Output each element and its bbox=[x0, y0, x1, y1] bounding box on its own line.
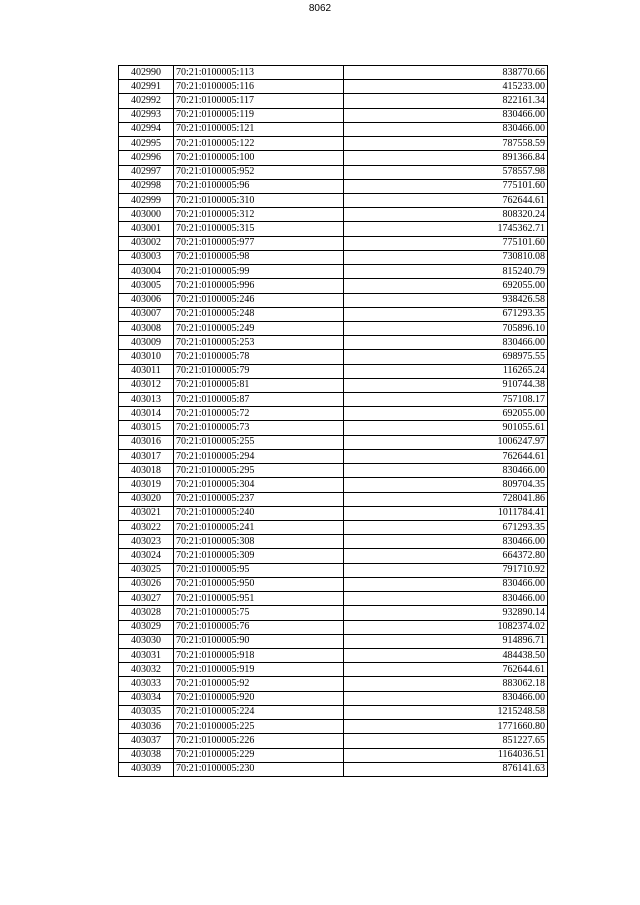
cadastral-value-cell: 830466.00 bbox=[344, 592, 548, 606]
cadastral-value-cell: 664372.80 bbox=[344, 549, 548, 563]
cadastral-value-cell: 762644.61 bbox=[344, 449, 548, 463]
row-number-cell: 402997 bbox=[119, 165, 174, 179]
cadastral-number-cell: 70:21:0100005:951 bbox=[174, 592, 344, 606]
cadastral-value-cell: 791710.92 bbox=[344, 563, 548, 577]
table-row bbox=[119, 378, 548, 392]
cadastral-number-cell: 70:21:0100005:116 bbox=[174, 80, 344, 94]
row-number-cell: 403021 bbox=[119, 506, 174, 520]
cadastral-number-cell: 70:21:0100005:241 bbox=[174, 521, 344, 535]
row-number-cell: 403035 bbox=[119, 705, 174, 719]
cadastral-value-cell: 775101.60 bbox=[344, 236, 548, 250]
table-row bbox=[119, 265, 548, 279]
table-row bbox=[119, 421, 548, 435]
table-row bbox=[119, 250, 548, 264]
cadastral-number-cell: 70:21:0100005:224 bbox=[174, 705, 344, 719]
cadastral-number-cell: 70:21:0100005:79 bbox=[174, 364, 344, 378]
cadastral-value-cell: 891366.84 bbox=[344, 151, 548, 165]
table-row bbox=[119, 293, 548, 307]
cadastral-number-cell: 70:21:0100005:92 bbox=[174, 677, 344, 691]
cadastral-value-cell: 671293.35 bbox=[344, 521, 548, 535]
cadastral-value-cell: 1215248.58 bbox=[344, 705, 548, 719]
cadastral-value-cell: 730810.08 bbox=[344, 250, 548, 264]
row-number-cell: 403033 bbox=[119, 677, 174, 691]
cadastral-value-cell: 822161.34 bbox=[344, 94, 548, 108]
cadastral-value-cell: 484438.50 bbox=[344, 648, 548, 662]
row-number-cell: 403007 bbox=[119, 307, 174, 321]
row-number-cell: 403015 bbox=[119, 421, 174, 435]
cadastral-number-cell: 70:21:0100005:73 bbox=[174, 421, 344, 435]
cadastral-number-cell: 70:21:0100005:230 bbox=[174, 762, 344, 776]
row-number-cell: 403036 bbox=[119, 720, 174, 734]
row-number-cell: 403009 bbox=[119, 336, 174, 350]
cadastral-value-cell: 1011784.41 bbox=[344, 506, 548, 520]
table-row bbox=[119, 193, 548, 207]
cadastral-number-cell: 70:21:0100005:950 bbox=[174, 577, 344, 591]
cadastral-number-cell: 70:21:0100005:100 bbox=[174, 151, 344, 165]
cadastral-number-cell: 70:21:0100005:226 bbox=[174, 734, 344, 748]
table-row bbox=[119, 66, 548, 80]
cadastral-number-cell: 70:21:0100005:253 bbox=[174, 336, 344, 350]
cadastral-number-cell: 70:21:0100005:977 bbox=[174, 236, 344, 250]
cadastral-number-cell: 70:21:0100005:240 bbox=[174, 506, 344, 520]
table-row bbox=[119, 435, 548, 449]
cadastral-value-cell: 876141.63 bbox=[344, 762, 548, 776]
row-number-cell: 403027 bbox=[119, 592, 174, 606]
table-row bbox=[119, 321, 548, 335]
cadastral-value-cell: 692055.00 bbox=[344, 407, 548, 421]
cadastral-number-cell: 70:21:0100005:81 bbox=[174, 378, 344, 392]
cadastral-number-cell: 70:21:0100005:248 bbox=[174, 307, 344, 321]
row-number-cell: 403018 bbox=[119, 464, 174, 478]
table-row bbox=[119, 108, 548, 122]
row-number-cell: 403038 bbox=[119, 748, 174, 762]
row-number-cell: 402993 bbox=[119, 108, 174, 122]
cadastral-number-cell: 70:21:0100005:87 bbox=[174, 393, 344, 407]
cadastral-value-cell: 932890.14 bbox=[344, 606, 548, 620]
table-row bbox=[119, 464, 548, 478]
page-number: 8062 bbox=[308, 3, 332, 14]
table-row bbox=[119, 137, 548, 151]
table-row bbox=[119, 620, 548, 634]
cadastral-number-cell: 70:21:0100005:952 bbox=[174, 165, 344, 179]
cadastral-value-cell: 415233.00 bbox=[344, 80, 548, 94]
row-number-cell: 403008 bbox=[119, 321, 174, 335]
row-number-cell: 403026 bbox=[119, 577, 174, 591]
cadastral-number-cell: 70:21:0100005:117 bbox=[174, 94, 344, 108]
table-row bbox=[119, 336, 548, 350]
cadastral-value-cell: 901055.61 bbox=[344, 421, 548, 435]
cadastral-number-cell: 70:21:0100005:95 bbox=[174, 563, 344, 577]
cadastral-number-cell: 70:21:0100005:237 bbox=[174, 492, 344, 506]
cadastral-number-cell: 70:21:0100005:78 bbox=[174, 350, 344, 364]
row-number-cell: 403032 bbox=[119, 663, 174, 677]
table-row bbox=[119, 222, 548, 236]
row-number-cell: 403019 bbox=[119, 478, 174, 492]
row-number-cell: 403016 bbox=[119, 435, 174, 449]
table-row bbox=[119, 236, 548, 250]
row-number-cell: 403029 bbox=[119, 620, 174, 634]
cadastral-number-cell: 70:21:0100005:113 bbox=[174, 66, 344, 80]
table-row bbox=[119, 364, 548, 378]
row-number-cell: 402992 bbox=[119, 94, 174, 108]
table-row bbox=[119, 648, 548, 662]
cadastral-number-cell: 70:21:0100005:119 bbox=[174, 108, 344, 122]
cadastral-number-cell: 70:21:0100005:918 bbox=[174, 648, 344, 662]
row-number-cell: 403005 bbox=[119, 279, 174, 293]
cadastral-number-cell: 70:21:0100005:229 bbox=[174, 748, 344, 762]
cadastral-value-cell: 762644.61 bbox=[344, 193, 548, 207]
row-number-cell: 402994 bbox=[119, 122, 174, 136]
table-row bbox=[119, 165, 548, 179]
cadastral-value-cell: 1745362.71 bbox=[344, 222, 548, 236]
table-row bbox=[119, 122, 548, 136]
table-row bbox=[119, 563, 548, 577]
cadastral-number-cell: 70:21:0100005:96 bbox=[174, 179, 344, 193]
cadastral-value-cell: 692055.00 bbox=[344, 279, 548, 293]
table-row bbox=[119, 94, 548, 108]
cadastral-value-cell: 910744.38 bbox=[344, 378, 548, 392]
cadastral-value-cell: 775101.60 bbox=[344, 179, 548, 193]
cadastral-number-cell: 70:21:0100005:255 bbox=[174, 435, 344, 449]
row-number-cell: 403011 bbox=[119, 364, 174, 378]
cadastral-number-cell: 70:21:0100005:295 bbox=[174, 464, 344, 478]
cadastral-value-cell: 698975.55 bbox=[344, 350, 548, 364]
cadastral-value-cell: 830466.00 bbox=[344, 464, 548, 478]
row-number-cell: 403037 bbox=[119, 734, 174, 748]
cadastral-number-cell: 70:21:0100005:249 bbox=[174, 321, 344, 335]
table-row bbox=[119, 521, 548, 535]
table-row bbox=[119, 350, 548, 364]
cadastral-value-cell: 830466.00 bbox=[344, 336, 548, 350]
row-number-cell: 403031 bbox=[119, 648, 174, 662]
cadastral-number-cell: 70:21:0100005:996 bbox=[174, 279, 344, 293]
cadastral-value-cell: 830466.00 bbox=[344, 577, 548, 591]
cadastral-value-cell: 757108.17 bbox=[344, 393, 548, 407]
row-number-cell: 402998 bbox=[119, 179, 174, 193]
cadastral-value-cell: 830466.00 bbox=[344, 122, 548, 136]
cadastral-number-cell: 70:21:0100005:294 bbox=[174, 449, 344, 463]
row-number-cell: 403024 bbox=[119, 549, 174, 563]
cadastral-number-cell: 70:21:0100005:919 bbox=[174, 663, 344, 677]
cadastral-number-cell: 70:21:0100005:246 bbox=[174, 293, 344, 307]
row-number-cell: 403039 bbox=[119, 762, 174, 776]
cadastral-value-cell: 883062.18 bbox=[344, 677, 548, 691]
cadastral-number-cell: 70:21:0100005:76 bbox=[174, 620, 344, 634]
table-row bbox=[119, 663, 548, 677]
cadastral-number-cell: 70:21:0100005:308 bbox=[174, 535, 344, 549]
table-row bbox=[119, 449, 548, 463]
row-number-cell: 403000 bbox=[119, 208, 174, 222]
table-row bbox=[119, 606, 548, 620]
row-number-cell: 403023 bbox=[119, 535, 174, 549]
row-number-cell: 403034 bbox=[119, 691, 174, 705]
cadastral-value-cell: 1164036.51 bbox=[344, 748, 548, 762]
row-number-cell: 403020 bbox=[119, 492, 174, 506]
cadastral-value-cell: 815240.79 bbox=[344, 265, 548, 279]
table-row bbox=[119, 720, 548, 734]
cadastral-number-cell: 70:21:0100005:99 bbox=[174, 265, 344, 279]
cadastral-number-cell: 70:21:0100005:98 bbox=[174, 250, 344, 264]
table-row bbox=[119, 478, 548, 492]
cadastral-value-table bbox=[118, 65, 548, 777]
table-row bbox=[119, 549, 548, 563]
row-number-cell: 403014 bbox=[119, 407, 174, 421]
cadastral-value-cell: 705896.10 bbox=[344, 321, 548, 335]
cadastral-number-cell: 70:21:0100005:920 bbox=[174, 691, 344, 705]
table-row bbox=[119, 307, 548, 321]
cadastral-number-cell: 70:21:0100005:304 bbox=[174, 478, 344, 492]
cadastral-value-cell: 116265.24 bbox=[344, 364, 548, 378]
table-row bbox=[119, 535, 548, 549]
row-number-cell: 402996 bbox=[119, 151, 174, 165]
row-number-cell: 403012 bbox=[119, 378, 174, 392]
table-row bbox=[119, 179, 548, 193]
row-number-cell: 403017 bbox=[119, 449, 174, 463]
cadastral-number-cell: 70:21:0100005:309 bbox=[174, 549, 344, 563]
table-row bbox=[119, 151, 548, 165]
table-row bbox=[119, 705, 548, 719]
table-row bbox=[119, 279, 548, 293]
table-row bbox=[119, 80, 548, 94]
row-number-cell: 403004 bbox=[119, 265, 174, 279]
cadastral-value-cell: 851227.65 bbox=[344, 734, 548, 748]
row-number-cell: 403025 bbox=[119, 563, 174, 577]
row-number-cell: 403001 bbox=[119, 222, 174, 236]
row-number-cell: 403003 bbox=[119, 250, 174, 264]
cadastral-value-cell: 671293.35 bbox=[344, 307, 548, 321]
table-row bbox=[119, 492, 548, 506]
cadastral-value-cell: 1771660.80 bbox=[344, 720, 548, 734]
cadastral-value-cell: 938426.58 bbox=[344, 293, 548, 307]
row-number-cell: 403028 bbox=[119, 606, 174, 620]
row-number-cell: 403002 bbox=[119, 236, 174, 250]
table-row bbox=[119, 748, 548, 762]
table-row bbox=[119, 577, 548, 591]
table-row bbox=[119, 691, 548, 705]
cadastral-value-cell: 830466.00 bbox=[344, 691, 548, 705]
cadastral-number-cell: 70:21:0100005:315 bbox=[174, 222, 344, 236]
cadastral-value-cell: 808320.24 bbox=[344, 208, 548, 222]
cadastral-number-cell: 70:21:0100005:90 bbox=[174, 634, 344, 648]
table-row bbox=[119, 734, 548, 748]
cadastral-value-cell: 728041.86 bbox=[344, 492, 548, 506]
cadastral-value-cell: 830466.00 bbox=[344, 535, 548, 549]
cadastral-number-cell: 70:21:0100005:122 bbox=[174, 137, 344, 151]
row-number-cell: 403022 bbox=[119, 521, 174, 535]
row-number-cell: 402991 bbox=[119, 80, 174, 94]
cadastral-value-cell: 762644.61 bbox=[344, 663, 548, 677]
row-number-cell: 402990 bbox=[119, 66, 174, 80]
cadastral-number-cell: 70:21:0100005:121 bbox=[174, 122, 344, 136]
table-row bbox=[119, 592, 548, 606]
row-number-cell: 402999 bbox=[119, 193, 174, 207]
cadastral-number-cell: 70:21:0100005:72 bbox=[174, 407, 344, 421]
cadastral-value-cell: 1006247.97 bbox=[344, 435, 548, 449]
cadastral-number-cell: 70:21:0100005:225 bbox=[174, 720, 344, 734]
cadastral-number-cell: 70:21:0100005:310 bbox=[174, 193, 344, 207]
cadastral-value-cell: 838770.66 bbox=[344, 66, 548, 80]
cadastral-number-cell: 70:21:0100005:312 bbox=[174, 208, 344, 222]
cadastral-value-cell: 578557.98 bbox=[344, 165, 548, 179]
table-row bbox=[119, 762, 548, 776]
table-body bbox=[119, 66, 548, 777]
row-number-cell: 403030 bbox=[119, 634, 174, 648]
cadastral-value-cell: 914896.71 bbox=[344, 634, 548, 648]
cadastral-value-cell: 830466.00 bbox=[344, 108, 548, 122]
table-row bbox=[119, 407, 548, 421]
table-row bbox=[119, 393, 548, 407]
table-row bbox=[119, 208, 548, 222]
table-row bbox=[119, 506, 548, 520]
table-row bbox=[119, 634, 548, 648]
cadastral-value-cell: 787558.59 bbox=[344, 137, 548, 151]
cadastral-value-cell: 1082374.02 bbox=[344, 620, 548, 634]
row-number-cell: 402995 bbox=[119, 137, 174, 151]
cadastral-value-cell: 809704.35 bbox=[344, 478, 548, 492]
row-number-cell: 403006 bbox=[119, 293, 174, 307]
table-row bbox=[119, 677, 548, 691]
row-number-cell: 403010 bbox=[119, 350, 174, 364]
cadastral-number-cell: 70:21:0100005:75 bbox=[174, 606, 344, 620]
row-number-cell: 403013 bbox=[119, 393, 174, 407]
